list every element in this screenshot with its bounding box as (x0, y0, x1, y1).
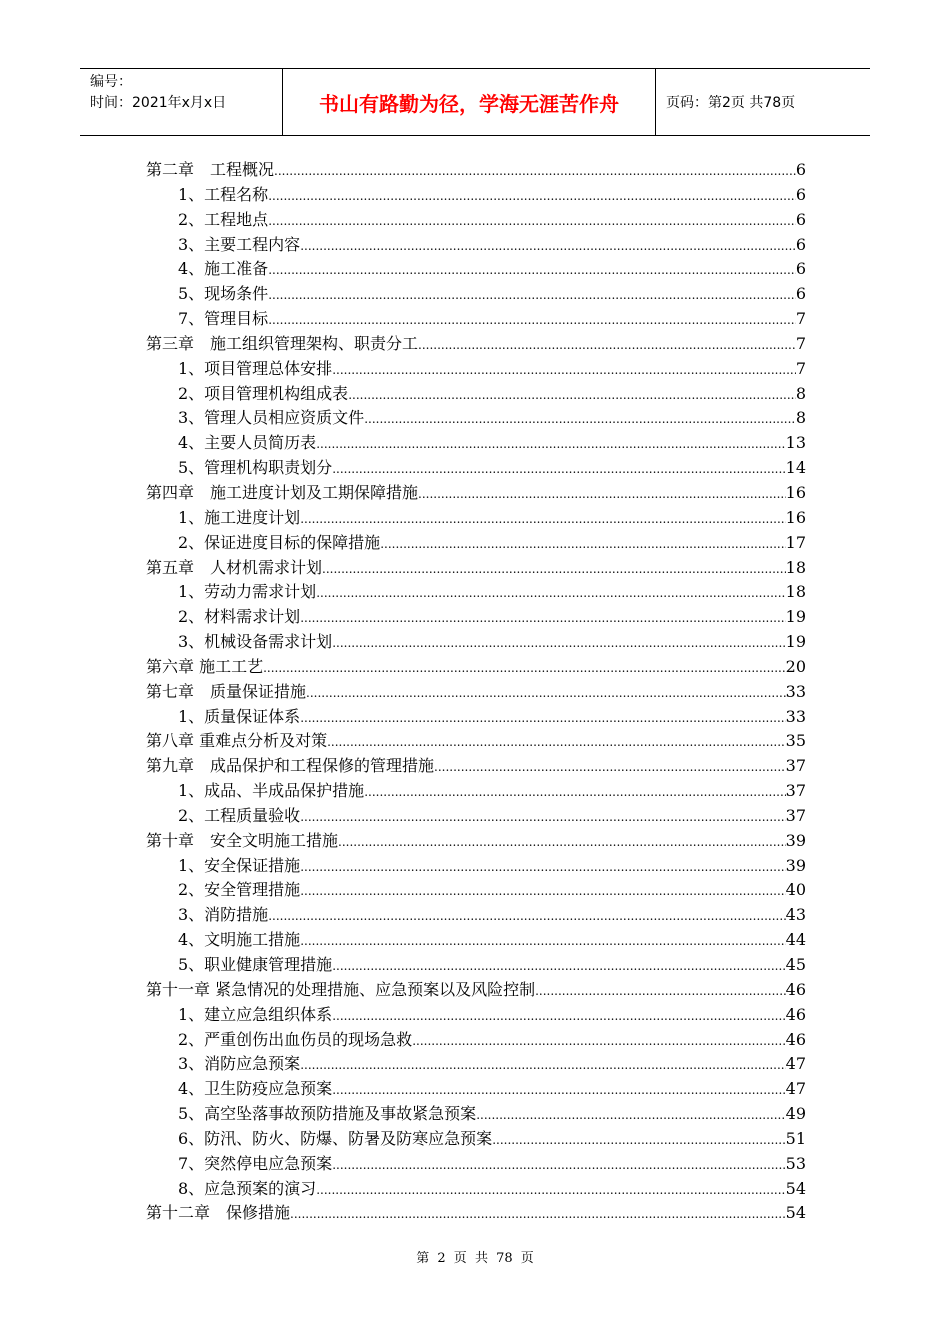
toc-page-number: 40 (785, 880, 806, 900)
toc-section-entry[interactable] (146, 1177, 806, 1202)
toc-page-number: 18 (785, 557, 806, 577)
toc-dot-leader (380, 532, 785, 557)
toc-section-entry[interactable] (146, 233, 806, 258)
toc-section-entry[interactable] (146, 1152, 806, 1177)
toc-dot-leader (300, 234, 796, 259)
toc-page-number: 35 (785, 731, 806, 751)
toc-section-entry[interactable] (146, 779, 806, 804)
toc-entry-title: 5、管理机构职责划分 (178, 458, 333, 478)
document-time-label: 时间：2021年x月x日 (90, 95, 227, 111)
toc-entry-title: 第十章 安全文明施工措施 (146, 830, 339, 850)
toc-dot-leader (268, 904, 785, 929)
toc-dot-leader (316, 432, 785, 457)
toc-section-entry[interactable] (146, 307, 806, 332)
table-of-contents (146, 158, 806, 1226)
toc-dot-leader (492, 1128, 785, 1153)
toc-page-number: 20 (785, 656, 806, 676)
toc-section-entry[interactable] (146, 804, 806, 829)
toc-dot-leader (332, 631, 785, 656)
toc-dot-leader (476, 1103, 785, 1128)
toc-section-entry[interactable] (146, 580, 806, 605)
toc-entry-title: 7、管理目标 (178, 309, 269, 329)
toc-section-entry[interactable] (146, 406, 806, 431)
toc-page-number: 19 (785, 607, 806, 627)
toc-entry-title: 3、消防措施 (178, 905, 269, 925)
toc-dot-leader (268, 283, 796, 308)
toc-page-number: 54 (785, 1178, 806, 1198)
toc-chapter-entry[interactable] (146, 1201, 806, 1226)
toc-page-number: 33 (785, 681, 806, 701)
toc-entry-title: 1、成品、半成品保护措施 (178, 781, 365, 801)
header-left-cell (80, 69, 282, 135)
toc-dot-leader (332, 1004, 785, 1029)
toc-dot-leader (300, 805, 785, 830)
toc-page-number: 39 (785, 830, 806, 850)
toc-dot-leader (412, 1029, 785, 1054)
toc-dot-leader (300, 507, 785, 532)
toc-page-number: 7 (795, 309, 806, 329)
toc-entry-title: 3、管理人员相应资质文件 (178, 408, 365, 428)
toc-entry-title: 5、职业健康管理措施 (178, 955, 333, 974)
toc-entry-title: 8、应急预案的演习 (178, 1178, 317, 1198)
toc-dot-leader (364, 407, 796, 432)
toc-page-number: 53 (785, 1153, 806, 1173)
toc-page-number: 6 (795, 259, 806, 279)
toc-dot-leader (332, 1078, 785, 1103)
toc-chapter-entry[interactable] (146, 556, 806, 581)
toc-page-number: 51 (785, 1128, 806, 1148)
document-number-label: 编号： (90, 74, 132, 90)
toc-section-entry[interactable] (146, 1028, 806, 1053)
page-header (80, 68, 870, 136)
toc-page-number: 37 (785, 756, 806, 776)
toc-page-number: 47 (785, 1079, 806, 1099)
toc-page-number: 37 (785, 781, 806, 801)
toc-entry-title: 2、保证进度目标的保障措施 (178, 532, 381, 552)
toc-page-number: 7 (795, 358, 806, 378)
toc-section-entry[interactable] (146, 382, 806, 407)
toc-chapter-entry[interactable] (146, 332, 806, 357)
toc-dot-leader (332, 457, 785, 482)
toc-page-number: 18 (785, 582, 806, 602)
toc-entry-title: 第六章 施工工艺 (146, 656, 264, 676)
toc-dot-leader (332, 954, 785, 979)
toc-entry-title: 第七章 质量保证措施 (146, 681, 307, 701)
toc-section-entry[interactable] (146, 705, 806, 730)
toc-section-entry[interactable] (146, 282, 806, 307)
toc-entry-title: 4、文明施工措施 (178, 930, 301, 950)
toc-dot-leader (268, 184, 796, 209)
toc-section-entry[interactable] (146, 506, 806, 531)
toc-dot-leader (300, 879, 785, 904)
toc-entry-title: 3、主要工程内容 (178, 234, 301, 254)
toc-page-number: 46 (785, 1004, 806, 1024)
toc-entry-title: 3、机械设备需求计划 (178, 632, 333, 652)
toc-entry-title: 1、建立应急组织体系 (178, 1004, 333, 1024)
toc-dot-leader (300, 855, 785, 880)
toc-entry-title: 2、严重创伤出血伤员的现场急救 (178, 1029, 413, 1049)
toc-page-number: 47 (785, 1054, 806, 1074)
toc-entry-title: 7、突然停电应急预案 (178, 1153, 333, 1173)
toc-section-entry[interactable] (146, 1077, 806, 1102)
toc-dot-leader (332, 358, 796, 383)
toc-entry-title: 5、现场条件 (178, 284, 269, 304)
toc-page-number: 46 (785, 979, 806, 999)
toc-dot-leader (327, 730, 786, 755)
toc-chapter-entry[interactable] (146, 729, 806, 754)
toc-entry-title: 4、主要人员简历表 (178, 433, 317, 453)
toc-chapter-entry[interactable] (146, 680, 806, 705)
toc-dot-leader (300, 606, 785, 631)
toc-dot-leader (332, 1153, 785, 1178)
toc-section-entry[interactable] (146, 1003, 806, 1028)
toc-page-number: 16 (785, 482, 806, 502)
toc-chapter-entry[interactable] (146, 754, 806, 779)
toc-dot-leader (300, 929, 785, 954)
toc-dot-leader (418, 482, 786, 507)
toc-dot-leader (535, 979, 786, 1004)
footer-ye-2: 页 (520, 1251, 534, 1266)
toc-dot-leader (268, 308, 796, 333)
toc-dot-leader (418, 333, 796, 358)
toc-dot-leader (364, 780, 785, 805)
footer-di: 第 (416, 1251, 430, 1266)
toc-entry-title: 4、卫生防疫应急预案 (178, 1079, 333, 1099)
toc-entry-title: 2、项目管理机构组成表 (178, 383, 349, 403)
toc-dot-leader (300, 1053, 785, 1078)
toc-dot-leader (268, 209, 796, 234)
footer-gong: 共 (474, 1251, 488, 1266)
toc-dot-leader (322, 557, 786, 582)
toc-entry-title: 3、消防应急预案 (178, 1054, 301, 1074)
toc-section-entry[interactable] (146, 878, 806, 903)
toc-dot-leader (316, 1178, 785, 1203)
toc-section-entry[interactable] (146, 1052, 806, 1077)
toc-entry-title: 6、防汛、防火、防爆、防暑及防寒应急预案 (178, 1128, 493, 1148)
toc-section-entry[interactable] (146, 1127, 806, 1152)
toc-entry-title: 第十二章 保修措施 (146, 1203, 291, 1223)
toc-dot-leader (268, 258, 796, 283)
footer-ye: 页 (453, 1251, 467, 1266)
toc-dot-leader (306, 681, 786, 706)
toc-entry-title: 第八章 重难点分析及对策 (146, 731, 328, 751)
toc-section-entry[interactable] (146, 630, 806, 655)
toc-page-number: 44 (785, 930, 806, 950)
toc-section-entry[interactable] (146, 953, 806, 978)
toc-dot-leader (316, 581, 785, 606)
toc-page-number: 6 (795, 209, 806, 229)
toc-page-number: 39 (785, 855, 806, 875)
toc-entry-title: 1、施工进度计划 (178, 507, 301, 527)
toc-dot-leader (300, 706, 785, 731)
toc-page-number: 46 (785, 1029, 806, 1049)
toc-entry-title: 2、安全管理措施 (178, 880, 301, 900)
toc-entry-title: 第十一章 紧急情况的处理措施、应急预案以及风险控制 (146, 979, 536, 999)
toc-section-entry[interactable] (146, 183, 806, 208)
toc-section-entry[interactable] (146, 928, 806, 953)
toc-dot-leader (348, 383, 796, 408)
toc-page-number: 13 (785, 433, 806, 453)
toc-dot-leader (263, 656, 786, 681)
toc-page-number: 6 (795, 284, 806, 304)
toc-page-number: 49 (785, 1104, 806, 1124)
toc-page-number: 8 (795, 408, 806, 428)
toc-entry-title: 1、安全保证措施 (178, 855, 301, 875)
toc-entry-title: 第五章 人材机需求计划 (146, 557, 323, 577)
toc-chapter-entry[interactable] (146, 655, 806, 680)
toc-dot-leader (274, 159, 796, 184)
toc-page-number: 45 (785, 955, 806, 974)
toc-page-number: 54 (785, 1203, 806, 1223)
toc-entry-title: 第九章 成品保护和工程保修的管理措施 (146, 756, 435, 776)
footer-total-pages: 78 (496, 1251, 513, 1266)
toc-page-number: 6 (795, 160, 806, 179)
toc-page-number: 43 (785, 905, 806, 925)
header-page-info: 页码：第2页 共78页 (666, 95, 796, 111)
toc-entry-title: 2、工程地点 (178, 209, 269, 229)
toc-entry-title: 第四章 施工进度计划及工期保障措施 (146, 482, 419, 502)
toc-section-entry[interactable] (146, 854, 806, 879)
toc-entry-title: 1、工程名称 (178, 184, 269, 204)
toc-page-number: 7 (795, 333, 806, 353)
toc-section-entry[interactable] (146, 456, 806, 481)
toc-entry-title: 第二章 工程概况 (146, 160, 275, 179)
toc-page-number: 14 (785, 458, 806, 478)
toc-page-number: 8 (795, 383, 806, 403)
toc-entry-title: 5、高空坠落事故预防措施及事故紧急预案 (178, 1104, 477, 1124)
toc-chapter-entry[interactable] (146, 978, 806, 1003)
toc-chapter-entry[interactable] (146, 158, 806, 183)
toc-entry-title: 1、质量保证体系 (178, 706, 301, 726)
footer-page-number: 2 (437, 1251, 446, 1266)
toc-page-number: 37 (785, 805, 806, 825)
toc-section-entry[interactable] (146, 531, 806, 556)
toc-section-entry[interactable] (146, 1102, 806, 1127)
toc-entry-title: 2、材料需求计划 (178, 607, 301, 627)
toc-page-number: 16 (785, 507, 806, 527)
toc-section-entry[interactable] (146, 605, 806, 630)
toc-page-number: 17 (785, 532, 806, 552)
header-motto: 书山有路勤为径，学海无涯苦作舟 (282, 69, 656, 135)
toc-entry-title: 4、施工准备 (178, 259, 269, 279)
toc-page-number: 6 (795, 184, 806, 204)
toc-page-number: 33 (785, 706, 806, 726)
toc-section-entry[interactable] (146, 208, 806, 233)
page-footer (0, 1247, 950, 1266)
toc-chapter-entry[interactable] (146, 481, 806, 506)
toc-dot-leader (290, 1202, 786, 1227)
toc-entry-title: 1、劳动力需求计划 (178, 582, 317, 602)
toc-section-entry[interactable] (146, 903, 806, 928)
toc-section-entry[interactable] (146, 257, 806, 282)
toc-section-entry[interactable] (146, 431, 806, 456)
toc-page-number: 6 (795, 234, 806, 254)
toc-entry-title: 1、项目管理总体安排 (178, 358, 333, 378)
toc-entry-title: 2、工程质量验收 (178, 805, 301, 825)
toc-dot-leader (338, 830, 786, 855)
toc-page-number: 19 (785, 632, 806, 652)
toc-dot-leader (434, 755, 786, 780)
toc-chapter-entry[interactable] (146, 829, 806, 854)
toc-entry-title: 第三章 施工组织管理架构、职责分工 (146, 333, 419, 353)
toc-section-entry[interactable] (146, 357, 806, 382)
